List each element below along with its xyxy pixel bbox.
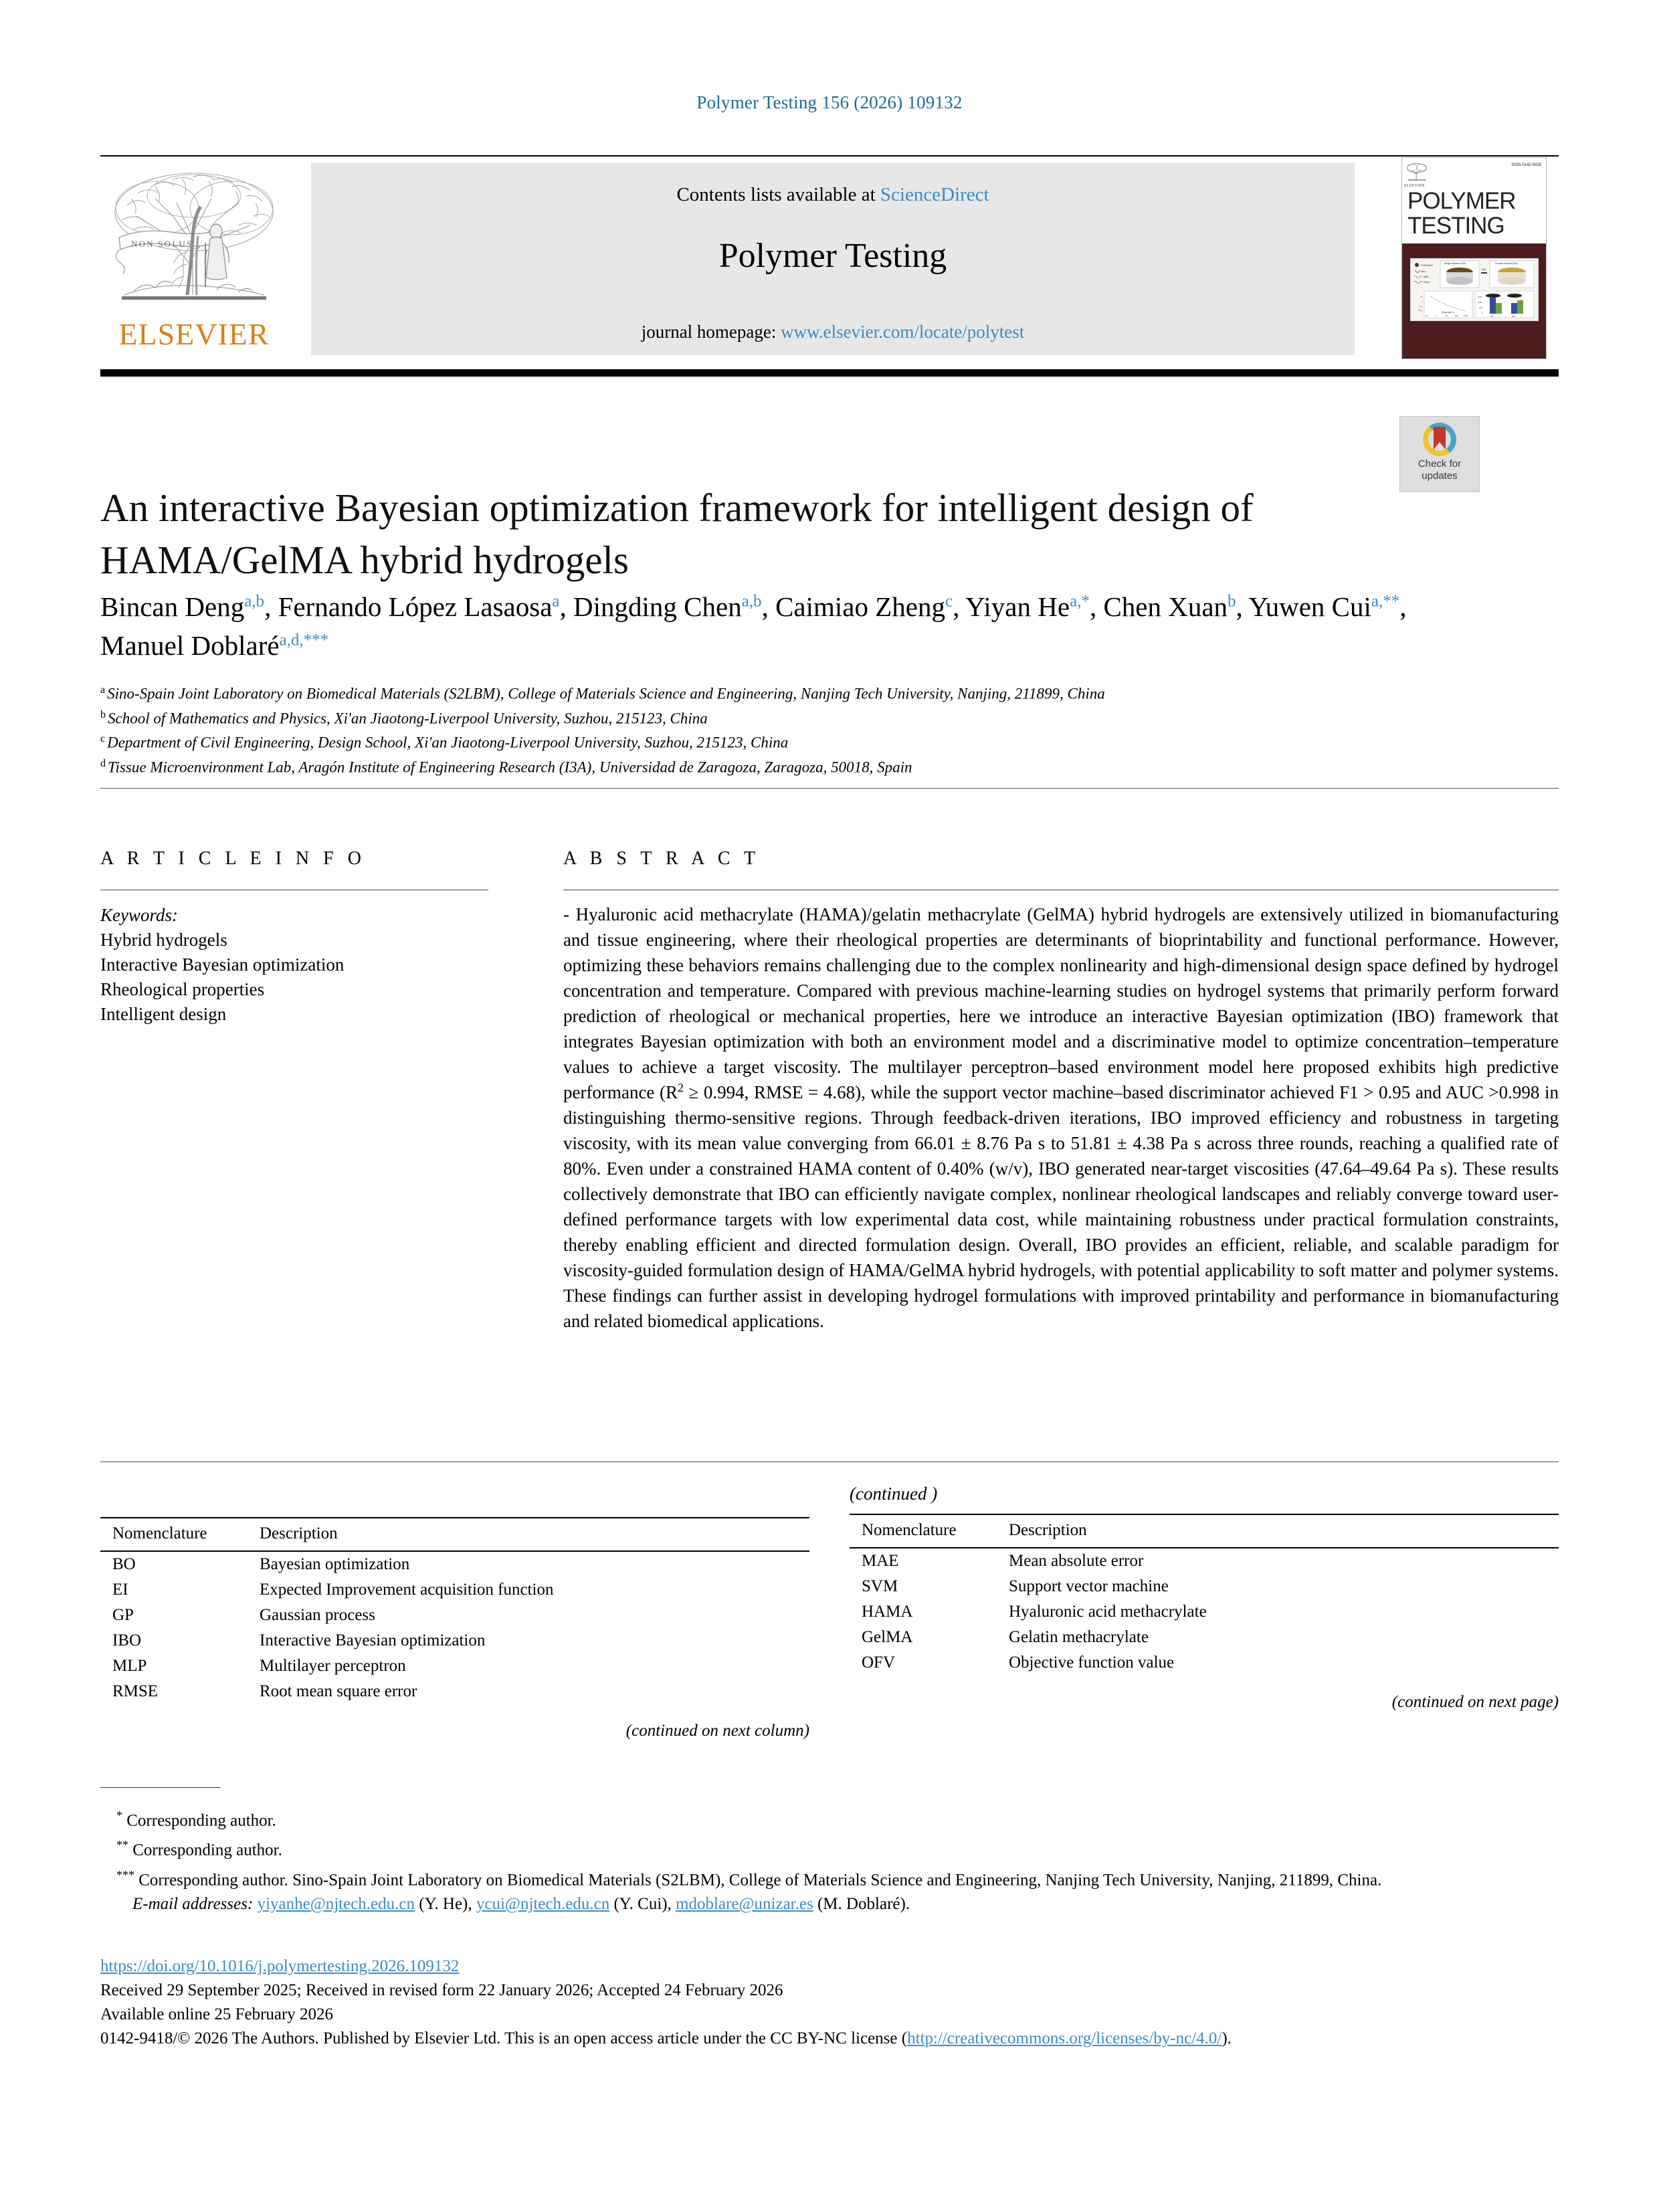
crossmark-label xyxy=(1400,458,1479,482)
affiliation-mark: a xyxy=(100,684,106,696)
crossmark-icon xyxy=(1420,421,1459,462)
table-row xyxy=(100,1551,809,1577)
cover-issn: ISSN 0142-9418 xyxy=(1511,163,1541,167)
svg-text:0.1: 0.1 xyxy=(1426,314,1429,317)
sciencedirect-link[interactable]: ScienceDirect xyxy=(880,184,989,205)
cover-elsevier-tree-icon xyxy=(1405,162,1428,185)
contents-line xyxy=(311,184,1355,206)
svg-text:0.1: 0.1 xyxy=(1420,305,1423,308)
cover-top-section xyxy=(1402,158,1546,243)
footnote-text: Corresponding author. Sino-Spain Joint Laboratory on Biomedical Materials (S2LBM), College of Materials Science and Engineering, Nanjing Tech University, Nanjing, 211899, China. xyxy=(138,1870,1382,1889)
nomenclature-table-left xyxy=(100,1517,809,1744)
svg-text:DN: DN xyxy=(1512,315,1515,318)
crossmark-line2: updates xyxy=(1422,470,1458,482)
publication-block xyxy=(100,1954,1559,2051)
keywords-label: Keywords: xyxy=(100,905,178,925)
cell-description: Mean absolute error xyxy=(1009,1552,1144,1570)
svg-text:PDMS@NO: PDMS@NO xyxy=(1421,264,1434,267)
svg-text:1000: 1000 xyxy=(1478,301,1482,304)
column-header-nomenclature: Nomenclature xyxy=(850,1514,1009,1548)
sciencedirect-banner xyxy=(311,163,1355,355)
svg-text:1: 1 xyxy=(1422,300,1423,303)
svg-text:500: 500 xyxy=(1479,306,1482,309)
cell-abbrev: GelMA xyxy=(862,1628,913,1646)
svg-text:PAAm: PAAm xyxy=(1424,281,1430,284)
column-header-description: Description xyxy=(1009,1514,1559,1548)
email-link-he[interactable]: yiyanhe@njtech.edu.cn xyxy=(257,1894,415,1913)
table-header-row xyxy=(100,1518,809,1551)
elsevier-tree-icon xyxy=(107,164,281,314)
copyright-suffix: ). xyxy=(1222,2029,1232,2047)
cover-bottom-section xyxy=(1402,243,1546,359)
email-owner-he: (Y. He), xyxy=(419,1894,472,1913)
page-title: An interactive Bayesian optimization framework for intelligent design of HAMA/GelMA hybrid hydrogels xyxy=(100,485,1254,582)
affiliation-mark: b xyxy=(100,708,106,720)
continued-note: (continued on next column) xyxy=(625,1722,809,1740)
affiliation-text: Department of Civil Engineering, Design School, Xi'an Jiaotong-Liverpool University, Suzhou, 215123, China xyxy=(107,734,789,751)
cell-description: Bayesian optimization xyxy=(260,1555,410,1573)
table-row xyxy=(850,1548,1559,1574)
table-footer-row xyxy=(850,1676,1559,1715)
cell-abbrev: MLP xyxy=(112,1657,147,1675)
footnote-mark: *** xyxy=(116,1868,134,1882)
journal-title: Polymer Testing xyxy=(718,237,947,275)
footnote-corresponding-2 xyxy=(100,1833,1559,1862)
table-header-row xyxy=(850,1514,1559,1548)
cover-elsevier-wordmark: ELSEVIER xyxy=(1404,184,1425,188)
svg-text:1000: 1000 xyxy=(1464,314,1468,317)
footnote-text: Corresponding author. xyxy=(132,1841,282,1859)
cell-description: Gelatin methacrylate xyxy=(1009,1628,1149,1646)
cover-journal-title xyxy=(1407,189,1541,238)
table-footer-row xyxy=(100,1704,809,1744)
cell-abbrev: MAE xyxy=(862,1552,899,1570)
table-row xyxy=(850,1650,1559,1676)
crossmark-line1: Check for xyxy=(1418,458,1462,470)
author-list: Bincan Deng$^{a,b}$, Fernando López Lasaosa$^a$, Dingding Chen$^{a,b}$, Caimiao Zheng$^c$, Yiyan $He^{a,*}$, Chen Xuan$^b$, Yuwen Cui$^{a,**}$, Manuel Doblaré$^{a,d,***}$ xyxy=(100,591,1407,661)
svg-text:1500: 1500 xyxy=(1478,296,1482,298)
table-row xyxy=(100,1628,809,1653)
cell-description: Gaussian process xyxy=(260,1606,375,1624)
footnotes-block xyxy=(100,1803,1559,1916)
cell-description: Root mean square error xyxy=(260,1682,417,1700)
svg-text:10: 10 xyxy=(1446,314,1448,317)
cell-description: Objective function value xyxy=(1009,1653,1175,1672)
footnote-separator xyxy=(100,1787,221,1788)
doi-link[interactable]: https://doi.org/10.1016/j.polymertesting.2026.109132 xyxy=(100,1957,460,1975)
running-head: Polymer Testing 156 (2026) 109132 xyxy=(696,92,963,112)
svg-text:10: 10 xyxy=(1420,296,1423,298)
elsevier-wordmark: ELSEVIER xyxy=(118,317,270,351)
cover-title-line1: POLYMER xyxy=(1407,188,1516,214)
footnote-text: Corresponding author. xyxy=(126,1811,276,1830)
email-owner-doblare: (M. Doblaré). xyxy=(817,1894,910,1913)
contents-prefix: Contents lists available at xyxy=(676,184,880,205)
affiliation-item xyxy=(100,704,1438,729)
svg-text:AAm: AAm xyxy=(1421,270,1426,273)
svg-text:SN: SN xyxy=(1490,315,1494,318)
footnote-corresponding-3 xyxy=(100,1863,1559,1892)
available-online: Available online 25 February 2026 xyxy=(100,2005,334,2023)
email-owner-cui: (Y. Cui), xyxy=(613,1894,672,1913)
cell-abbrev: BO xyxy=(112,1555,136,1573)
cell-description: Hyaluronic acid methacrylate xyxy=(1009,1603,1207,1621)
masthead-top-rule xyxy=(100,155,1559,157)
footnote-corresponding-1 xyxy=(100,1803,1559,1833)
cell-abbrev: EI xyxy=(112,1581,128,1599)
svg-text:Shear rate, s: Shear rate, s xyxy=(1442,311,1454,314)
table-row xyxy=(100,1679,809,1704)
table-row xyxy=(100,1603,809,1628)
journal-masthead xyxy=(100,157,1559,361)
affiliation-item xyxy=(100,680,1438,704)
received-dates: Received 29 September 2025; Received in revised form 22 January 2026; Accepted 24 February 2026 xyxy=(100,1981,783,1999)
footnote-mark: * xyxy=(116,1809,122,1822)
table-row xyxy=(100,1653,809,1679)
affiliation-text: School of Mathematics and Physics, Xi'an Jiaotong-Liverpool University, Suzhou, 215123, China xyxy=(108,710,708,727)
svg-text:+ZA: +ZA xyxy=(1481,268,1486,271)
column-header-nomenclature: Nomenclature xyxy=(100,1518,260,1551)
article-info-heading: A R T I C L E I N F O xyxy=(100,848,366,869)
svg-text:0.01: 0.01 xyxy=(1418,309,1422,312)
footnote-mark: ** xyxy=(116,1838,128,1852)
continued-note: (continued on next page) xyxy=(1391,1693,1559,1711)
affiliation-item xyxy=(100,728,1438,753)
license-link[interactable]: http://creativecommons.org/licenses/by-nc/4.0/ xyxy=(907,2029,1222,2047)
affiliation-list xyxy=(100,680,1438,778)
table-row xyxy=(850,1625,1559,1650)
cell-abbrev: OFV xyxy=(862,1653,896,1672)
email-link-doblare[interactable]: mdoblare@unizar.es xyxy=(676,1894,813,1913)
journal-cover-thumbnail xyxy=(1401,157,1547,359)
article-info-top-rule xyxy=(100,788,1559,789)
table-row xyxy=(850,1599,1559,1625)
email-label: E-mail addresses: xyxy=(132,1894,254,1913)
masthead-bottom-rule xyxy=(100,369,1559,377)
email-addresses-line xyxy=(100,1892,1559,1916)
cell-abbrev: GP xyxy=(112,1606,134,1624)
svg-text:Single network (SN): Single network (SN) xyxy=(1444,262,1466,265)
keyword-item: Rheological properties xyxy=(100,979,265,999)
crossmark-badge[interactable] xyxy=(1399,416,1480,492)
email-link-cui[interactable]: ycui@njtech.edu.cn xyxy=(476,1894,610,1913)
elsevier-logo xyxy=(100,164,288,358)
affiliation-mark: d xyxy=(100,757,106,769)
cell-abbrev: SVM xyxy=(862,1577,898,1595)
cell-abbrev: IBO xyxy=(112,1631,142,1649)
cover-title-line2: TESTING xyxy=(1407,213,1504,239)
homepage-prefix: journal homepage: xyxy=(641,322,781,342)
affiliation-text: Sino-Spain Joint Laboratory on Biomedical Materials (S2LBM), College of Materials Science and Engineering, Nanjing Tech University, Nanjing, 211899, China xyxy=(107,685,1105,702)
abstract-text: - Hyaluronic acid methacrylate (HAMA)/gelatin methacrylate (GelMA) hybrid hydrogels are extensively utilized in biomanufacturing and tissue engineering, where their rheological properties are determinants of bioprintability and functional performance. However, optimizing these behaviors remains challenging due to the complex nonlinearity and high-dimensional design space defined by hydrogel concentration and temperature. Compared with previous machine-learning studies on hydrogel systems that primarily perform forward prediction of rheological or mechanical properties, here we introduce an interactive Bayesian optimization (IBO) framework that integrates Bayesian optimization with both an environment model and a discriminative model to optimize concentration–temperature values to achieve a target viscosity. The multilayer perceptron–based environment model here proposed exhibits high predictive performance ($R^2 \ge 0.994$, RMSE = 4.68), while the support vector machine–based discriminator achieved F1 > 0.95 and AUC >0.998 in distinguishing thermo-sensitive regions. Through feedback-driven iterations, IBO improved efficiency and robustness in targeting viscosity, with its mean value converging from 66.01 ± 8.76 Pa s to 51.81 ± 4.38 Pa s across three rounds, reaching a qualified rate of 80%. Even under a constrained HAMA content of 0.40% (w/v), IBO generated near-target viscosities (47.64–49.64 Pa s). These results collectively demonstrate that IBO can efficiently navigate complex, nonlinear rheological landscapes and reliably converge toward user-defined performance targets with low experimental data cost, while maintaining robustness under practical formulation constraints, thereby enabling efficient and directed formulation design. Overall, IBO provides an efficient, reliable, and scalable paradigm for viscosity-guided formulation design of HAMA/GelMA hybrid hydrogels, with potential applicability to soft matter and polymer systems. These findings can further assist in developing hydrogel formulations with improved printability and performance in biomanufacturing and related biomedical applications. xyxy=(563,904,1559,1331)
copyright-text: 0142-9418/© 2026 The Authors. Published by Elsevier Ltd. This is an open access article under the CC BY-NC license ( xyxy=(100,2029,908,2047)
cell-description: Expected Improvement acquisition function xyxy=(260,1581,554,1599)
svg-text:0: 0 xyxy=(1482,312,1483,314)
copyright-line xyxy=(100,2027,1559,2051)
cell-description: Interactive Bayesian optimization xyxy=(260,1631,486,1649)
cell-description: Support vector machine xyxy=(1009,1577,1169,1595)
affiliation-mark: c xyxy=(100,733,106,745)
table-row xyxy=(100,1577,809,1603)
keyword-item: Interactive Bayesian optimization xyxy=(100,954,345,975)
cell-description: Multilayer perceptron xyxy=(260,1657,406,1675)
journal-homepage-link[interactable]: www.elsevier.com/locate/polytest xyxy=(781,322,1025,342)
affiliation-text: Tissue Microenvironment Lab, Aragón Institute of Engineering Research (I3A), Universidad de Zaragoza, Zaragoza, 50018, Spain xyxy=(108,759,912,776)
journal-homepage-line xyxy=(311,322,1355,342)
nomenclature-table-right xyxy=(850,1484,1559,1715)
keyword-item: Intelligent design xyxy=(100,1004,227,1024)
continued-label: (continued ) xyxy=(850,1484,938,1504)
svg-text:MBA: MBA xyxy=(1424,276,1429,278)
svg-text:1: 1 xyxy=(1436,314,1438,317)
keywords-block xyxy=(100,903,502,1027)
cover-figure xyxy=(1410,258,1539,321)
svg-text:Double network (DN): Double network (DN) xyxy=(1495,262,1518,265)
keyword-item: Hybrid hydrogels xyxy=(100,930,227,950)
table-row xyxy=(850,1574,1559,1599)
svg-text:100: 100 xyxy=(1455,314,1459,317)
affiliation-item xyxy=(100,753,1438,778)
cell-abbrev: HAMA xyxy=(862,1603,913,1621)
svg-text:NON SOLUS: NON SOLUS xyxy=(131,239,193,249)
column-header-description: Description xyxy=(260,1518,809,1551)
cell-abbrev: RMSE xyxy=(112,1682,159,1700)
abstract-heading: A B S T R A C T xyxy=(563,848,761,869)
